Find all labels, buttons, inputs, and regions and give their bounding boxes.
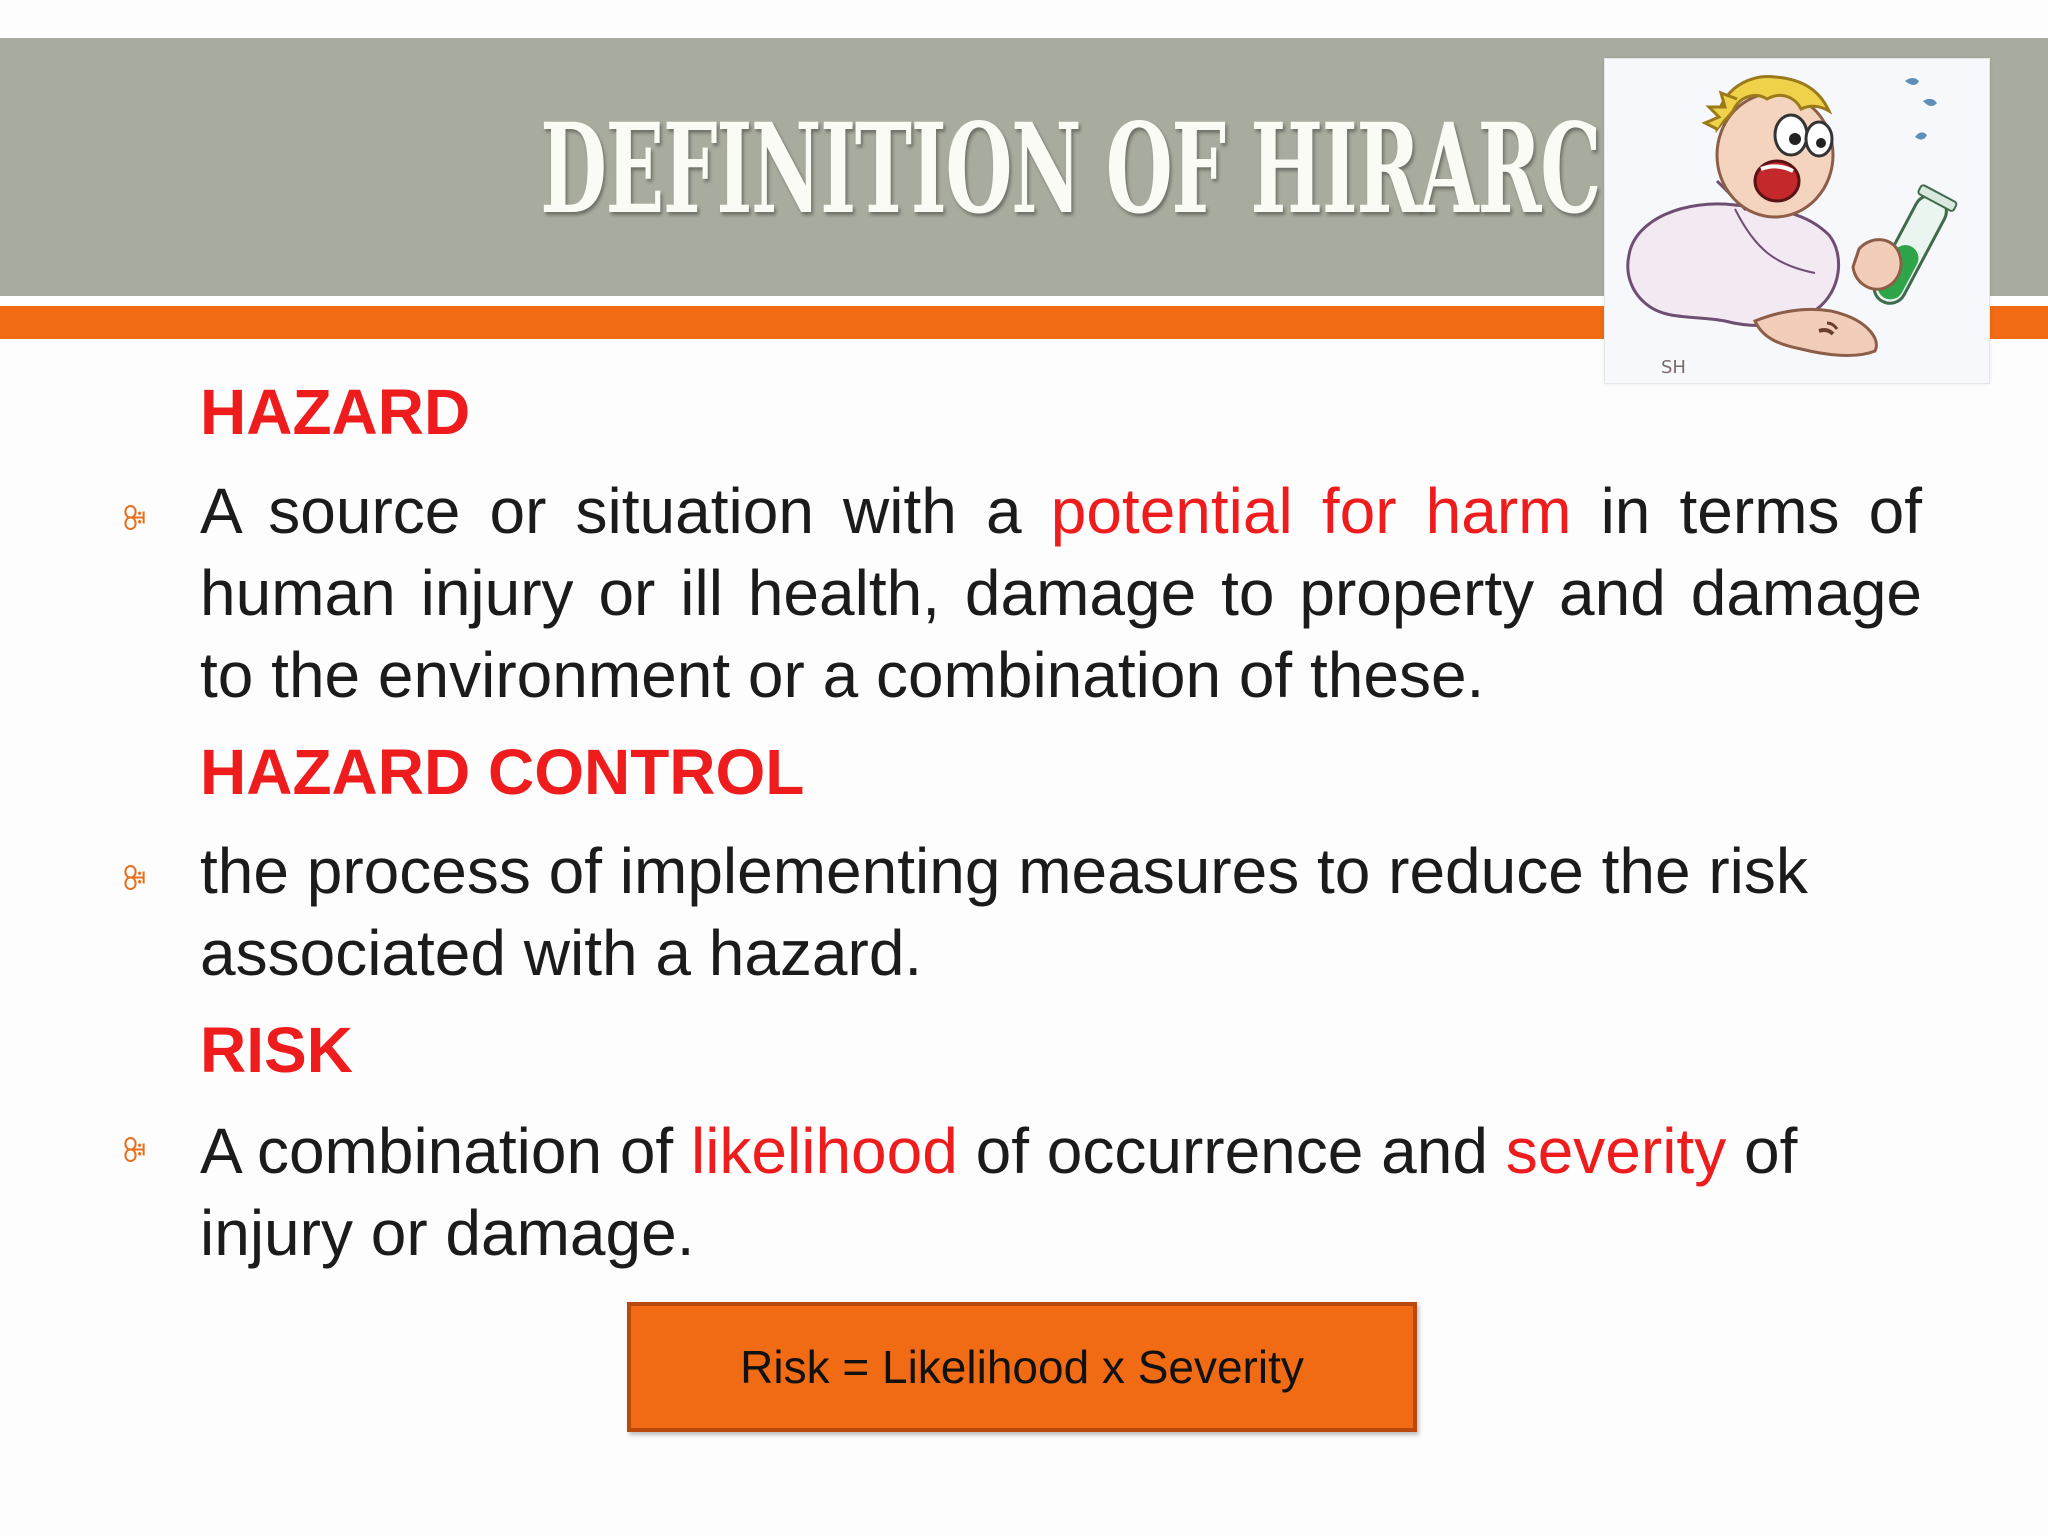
hazard-highlight: potential for harm	[1050, 475, 1572, 547]
artist-signature: SH	[1661, 357, 1686, 378]
hazard-text-after: in terms of human injury or ill health, damage to property and damage to the environment or a combination of these.	[200, 475, 1923, 711]
slide-title: DEFINITION OF HIRARC	[540, 97, 1601, 242]
risk-definition	[200, 1110, 1900, 1274]
scroll-flourish-icon: ꔭ	[122, 859, 147, 899]
risk-formula-box	[627, 1302, 1417, 1432]
risk-text-after: of injury or damage.	[200, 1115, 1798, 1269]
scroll-flourish-icon: ꔭ	[122, 1131, 147, 1171]
risk-highlight-severity: severity	[1505, 1115, 1727, 1187]
hazard-control-definition: the process of implementing measures to reduce the risk associated with a hazard.	[200, 835, 1808, 989]
risk-formula: Risk = Likelihood x Severity	[740, 1341, 1304, 1393]
scroll-flourish-icon: ꔭ	[122, 499, 147, 539]
risk-heading: RISK	[200, 1014, 353, 1086]
hazard-text-before: A source or situation with a	[200, 475, 1051, 547]
risk-text-before: A combination of	[200, 1115, 691, 1187]
risk-text-middle: of occurrence and	[957, 1115, 1506, 1187]
hazard-heading: HAZARD	[200, 376, 471, 448]
scientist-cartoon-icon	[1604, 58, 1990, 384]
risk-highlight-likelihood: likelihood	[690, 1115, 958, 1187]
hazard-definition	[200, 470, 1922, 716]
hazard-control-heading: HAZARD CONTROL	[200, 736, 805, 808]
